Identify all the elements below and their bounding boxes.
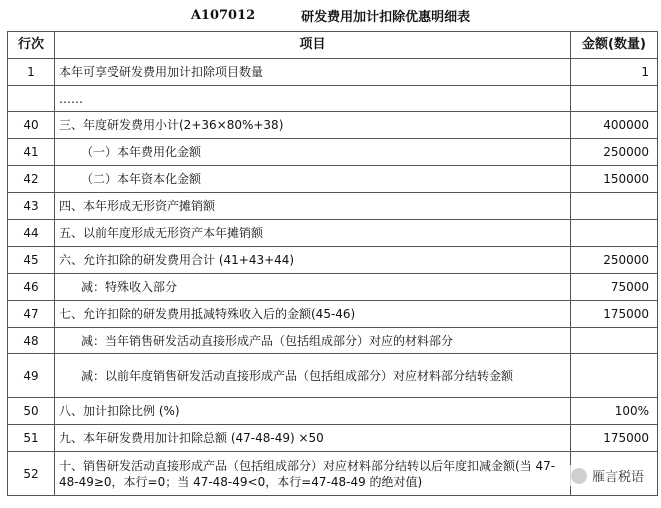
row-no: 51 bbox=[8, 425, 55, 452]
table-row bbox=[8, 112, 658, 139]
row-amount: 175000 bbox=[571, 425, 658, 452]
row-no: 44 bbox=[8, 220, 55, 247]
row-item: 三、年度研发费用小计(2+36×80%+38) bbox=[55, 112, 571, 139]
row-amount bbox=[571, 86, 658, 112]
row-item: 十、销售研发活动直接形成产品（包括组成部分）对应材料部分结转以后年度扣减金额(当 47-48-49≥0，本行=0；当 47-48-49<0，本行=47-48-49 的绝对值) bbox=[55, 452, 571, 496]
row-amount: 175000 bbox=[571, 301, 658, 328]
table-row bbox=[8, 425, 658, 452]
row-no: 46 bbox=[8, 274, 55, 301]
row-amount: 150000 bbox=[571, 166, 658, 193]
row-item: 减：特殊收入部分 bbox=[55, 274, 571, 301]
row-item: 七、允许扣除的研发费用抵减特殊收入后的金额(45-46) bbox=[55, 301, 571, 328]
table-row bbox=[8, 274, 658, 301]
row-amount bbox=[571, 193, 658, 220]
header-no: 行次 bbox=[8, 32, 55, 59]
table-row bbox=[8, 354, 658, 398]
row-no: 43 bbox=[8, 193, 55, 220]
row-amount bbox=[571, 354, 658, 398]
table-row bbox=[8, 247, 658, 274]
table-row bbox=[8, 398, 658, 425]
table-row bbox=[8, 452, 658, 496]
row-no: 52 bbox=[8, 452, 55, 496]
row-item: 减：当年销售研发活动直接形成产品（包括组成部分）对应的材料部分 bbox=[55, 328, 571, 354]
row-item: 四、本年形成无形资产摊销额 bbox=[55, 193, 571, 220]
row-item: 本年可享受研发费用加计扣除项目数量 bbox=[55, 59, 571, 86]
row-amount bbox=[571, 220, 658, 247]
row-amount: 250000 bbox=[571, 247, 658, 274]
row-amount: 100% bbox=[571, 398, 658, 425]
watermark bbox=[568, 465, 647, 486]
row-no: 45 bbox=[8, 247, 55, 274]
row-amount: 400000 bbox=[571, 112, 658, 139]
row-no: 42 bbox=[8, 166, 55, 193]
row-no: 1 bbox=[8, 59, 55, 86]
row-amount: 1 bbox=[571, 59, 658, 86]
row-item: （二）本年资本化金额 bbox=[55, 166, 571, 193]
row-no: 50 bbox=[8, 398, 55, 425]
row-no bbox=[8, 86, 55, 112]
row-no: 47 bbox=[8, 301, 55, 328]
table-row bbox=[8, 220, 658, 247]
table-row bbox=[8, 193, 658, 220]
row-item: …… bbox=[55, 86, 571, 112]
row-item: 五、以前年度形成无形资产本年摊销额 bbox=[55, 220, 571, 247]
row-item: 减：以前年度销售研发活动直接形成产品（包括组成部分）对应材料部分结转金额 bbox=[55, 354, 571, 398]
row-no: 40 bbox=[8, 112, 55, 139]
table-row bbox=[8, 328, 658, 354]
table-row bbox=[8, 166, 658, 193]
row-amount: 250000 bbox=[571, 139, 658, 166]
row-amount bbox=[571, 328, 658, 354]
watermark-text: 雁言税语 bbox=[591, 470, 644, 485]
row-item: （一）本年费用化金额 bbox=[55, 139, 571, 166]
header-amount: 金额(数量) bbox=[571, 32, 658, 59]
wechat-logo-icon bbox=[571, 468, 587, 484]
table-row bbox=[8, 301, 658, 328]
row-no: 48 bbox=[8, 328, 55, 354]
row-no: 41 bbox=[8, 139, 55, 166]
form-code: A107012 bbox=[190, 7, 256, 23]
row-item: 八、加计扣除比例 (%) bbox=[55, 398, 571, 425]
row-no: 49 bbox=[8, 354, 55, 398]
header-row bbox=[8, 32, 658, 59]
table-title bbox=[0, 0, 661, 30]
header-item: 项目 bbox=[55, 32, 571, 59]
deduction-table bbox=[7, 31, 658, 496]
table-row bbox=[8, 139, 658, 166]
row-item: 九、本年研发费用加计扣除总额 (47-48-49) ×50 bbox=[55, 425, 571, 452]
form-name: 研发费用加计扣除优惠明细表 bbox=[301, 9, 471, 25]
row-amount: 75000 bbox=[571, 274, 658, 301]
table-row bbox=[8, 86, 658, 112]
row-item: 六、允许扣除的研发费用合计 (41+43+44) bbox=[55, 247, 571, 274]
table-row bbox=[8, 59, 658, 86]
